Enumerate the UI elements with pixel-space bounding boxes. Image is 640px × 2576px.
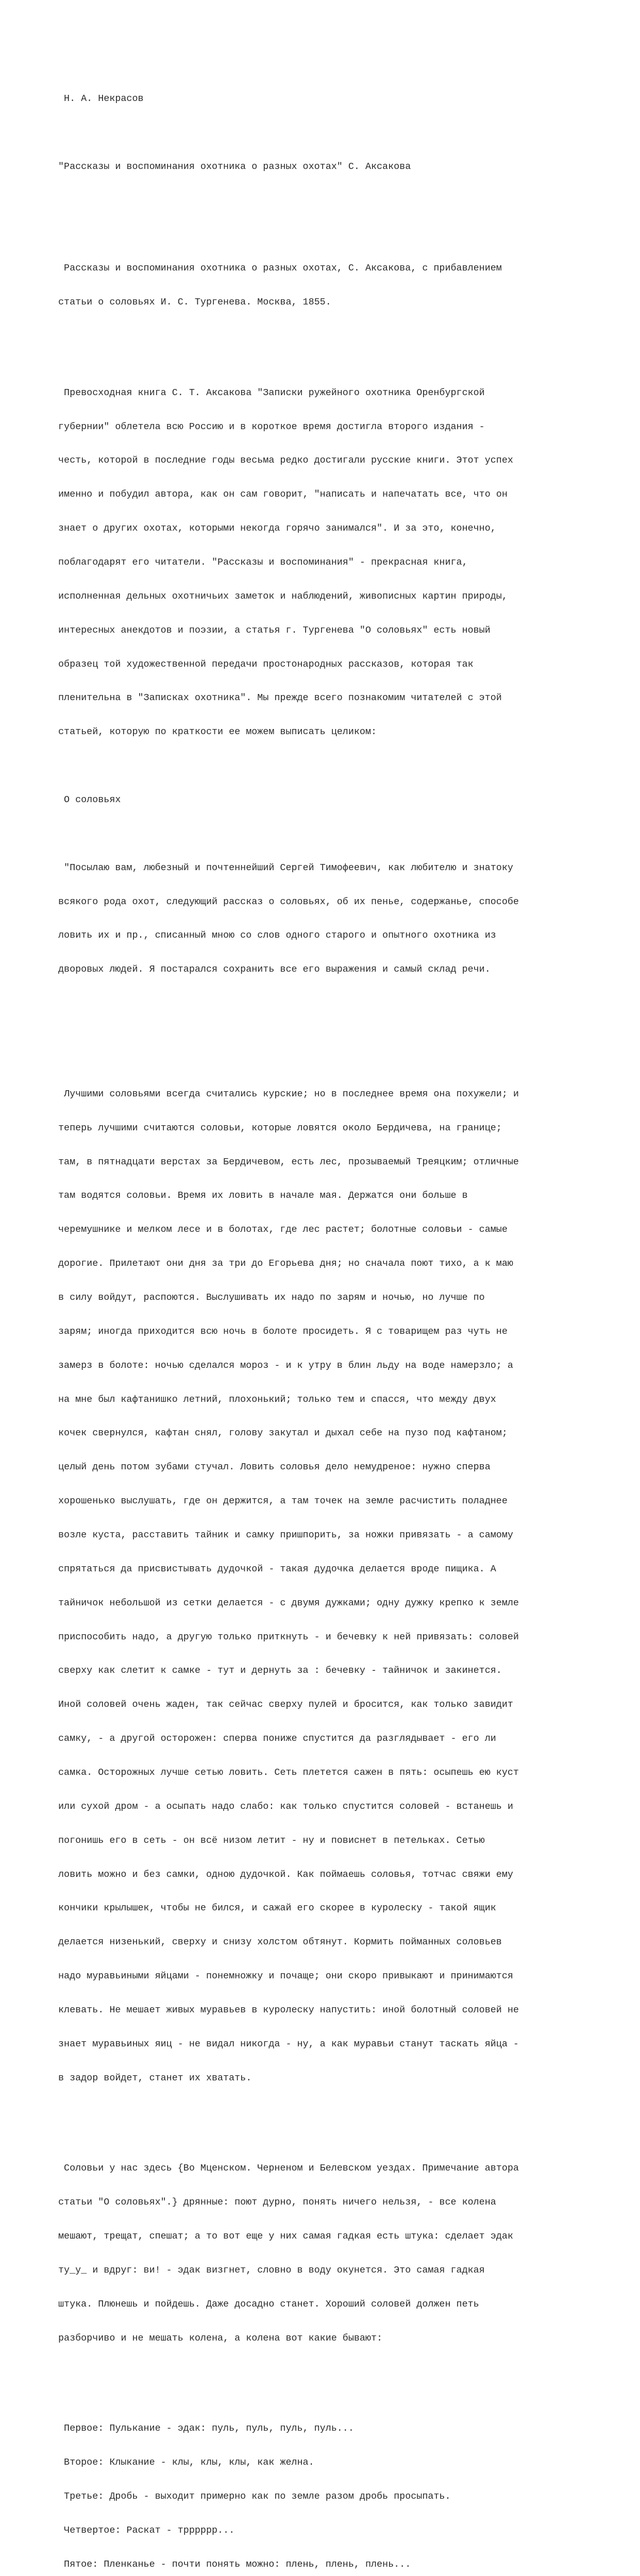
text-line: дорогие. Прилетают они дня за три до Егорьева дня; но сначала поют тихо, а к маю [58,1258,513,1269]
text-line: на мне был кафтанишко летний, плохонький; только тем и спасся, что между двух [58,1394,496,1405]
text-line: поблагодарят его читатели. "Рассказы и воспоминания" - прекрасная книга, [58,556,468,568]
text-line: приспособить надо, а другую только приткнуть - и бечевку к ней привязать: соловей [58,1631,519,1642]
text-line: губернии" облетела всю Россию и в короткое время достигла второго издания - [58,421,485,432]
text-line: статьи о соловьях И. С. Тургенева. Москва, 1855. [58,297,331,308]
text-line: делается низенький, сверху и снизу холстом обтянут. Кормить пойманных соловьев [58,1937,502,1948]
text-line: черемушнике и мелком лесе и в болотах, где лес растет; болотные соловьи - самые [58,1224,508,1235]
text-line: статьей, которую по краткости ее можем выписать целиком: [58,726,377,738]
text-line: в задор войдет, станет их хватать. [58,2072,252,2083]
text-line: честь, которой в последние годы весьма редко достигали русские книги. Этот успех [58,455,513,466]
blank-line [58,127,594,139]
document-title: "Рассказы и воспоминания охотника о разных охотах" С. Аксакова [58,161,411,172]
text-line: там, в пятнадцати верстах за Бердичевом, есть лес, прозываемый Треяцким; отличные [58,1156,519,1167]
section-heading: О соловьях [58,794,121,805]
text-line: разборчиво и не мешать колена, а колена вот какие бывают: [58,2332,383,2344]
text-line: именно и побудил автора, как он сам говорит, "написать и напечатать все, что он [58,489,508,500]
text-line: замерз в болоте: ночью сделался мороз - и к утру в блин льду на воде намерзло; а [58,1360,513,1371]
text-line: самка. Осторожных лучше сетью ловить. Сеть плетется сажен в пять: осыпешь ею куст [58,1767,519,1778]
text-line: тайничок небольшой из сетки делается - с двумя дужками; одну дужку крепко к земле [58,1597,519,1608]
text-line: самку, - а другой осторожен: сперва пониже спустится да разглядывает - его ли [58,1733,496,1744]
text-line: спрятаться да присвистывать дудочкой - такая дудочка делается вроде пищика. А [58,1563,496,1574]
text-line: целый день потом зубами стучал. Ловить соловья дело немудреное: нужно сперва [58,1462,491,1473]
list-item: Третье: Дробь - выходит примерно как по земле разом дробь просыпать. [58,2490,451,2502]
text-line: мешают, трещат, спешат; а то вот еще у них самая гадкая есть штука: сделает эдак [58,2231,513,2242]
text-line: Соловьи у нас здесь {Во Мценском. Черненом и Белевском уездах. Примечание автора [58,2163,519,2174]
text-line: хорошенько выслушать, где он держится, а там точек на земле расчистить поладнее [58,1496,508,1507]
list-item: Второе: Клыкание - клы, клы, клы, как желна. [58,2457,314,2468]
text-line: знает о других охотах, которыми некогда горячо занимался". И за это, конечно, [58,523,496,534]
text-line: всякого рода охот, следующий рассказ о соловьях, об их пенье, содержанье, способе [58,896,519,907]
text-line: там водятся соловьи. Время их ловить в начале мая. Держатся они больше в [58,1190,468,1201]
text-line: возле куста, расставить тайник и самку пришпорить, за ножки привязать - а самому [58,1529,513,1540]
list-item: Первое: Пулькание - эдак: пуль, пуль, пуль, пуль... [58,2423,354,2434]
text-line: "Посылаю вам, любезный и почтеннейший Сергей Тимофеевич, как любителю и знатоку [58,862,513,873]
blank-line [58,1021,594,1032]
knees-paragraph [58,2140,594,2366]
text-line: статьи "О соловьях".} дрянные: поют дурно, понять ничего нельзя, - все колена [58,2197,496,2208]
text-line: исполненная дельных охотничьих заметок и наблюдений, живописных картин природы, [58,590,508,602]
letter-paragraph [58,840,594,998]
text-line: зарям; иногда приходится всю ночь в болоте просидеть. Я с товарищем раз чуть не [58,1326,508,1337]
text-line: знает муравьиных яиц - не видал никогда - ну, а как муравьи станут таскать яйца - [58,2038,519,2049]
intro-paragraph [58,240,594,331]
text-line: Лучшими соловьями всегда считались курские; но в последнее время она похужели; и [58,1088,519,1099]
text-line: Рассказы и воспоминания охотника о разных охотах, С. Аксакова, с прибавлением [58,263,502,274]
author-line: Н. А. Некрасов [58,93,144,104]
knees-list [58,2400,594,2576]
text-line: надо муравьиными яйцами - понемножку и почаще; они скоро привыкают и принимаются [58,1971,513,1982]
text-line: Превосходная книга С. Т. Аксакова "Записки ружейного охотника Оренбургской [58,387,485,398]
text-line: кончики крылышек, чтобы не бился, и сажай его скорее в куролеску - такой ящик [58,1903,496,1914]
text-line: погонишь его в сеть - он всё низом летит - ну и повиснет в петельках. Сетью [58,1835,485,1846]
review-paragraph [58,365,594,760]
text-line: Иной соловей очень жаден, так сейчас сверху пулей и бросится, как только завидит [58,1699,513,1710]
text-line: интересных анекдотов и поэзии, а статья г. Тургенева "О соловьях" есть новый [58,624,491,636]
text-line: теперь лучшими считаются соловьи, которые ловятся около Бердичева, на границе; [58,1122,502,1133]
text-line: клевать. Не мешает живых муравьев в куролеску напустить: иной болотный соловей не [58,2004,519,2015]
text-line: ловить их и пр., списанный мною со слов одного старого и опытного охотника из [58,930,496,941]
main-paragraph [58,1066,594,2107]
text-line: или сухой дром - а осыпать надо слабо: как только спустится соловей - встанешь и [58,1801,513,1812]
text-line: штука. Плюнешь и пойдешь. Даже досадно станет. Хороший соловей должен петь [58,2298,479,2310]
text-line: кочек свернулся, кафтан снял, голову закутал и дыхал себе на пузо под кафтаном; [58,1428,508,1439]
list-item: Четвертое: Раскат - трррррр... [58,2524,235,2536]
document-text [58,71,594,2576]
text-line: ловить можно и без самки, одною дудочкой. Как поймаешь соловья, тотчас свяжи ему [58,1869,513,1880]
list-item: Пятое: Пленканье - почти понять можно: плень, плень, плень... [58,2558,411,2570]
text-line: ту_у_ и вдруг: ви! - эдак визгнет, словно в воду окунется. Это самая гадкая [58,2264,485,2276]
blank-line [58,195,594,206]
text-line: дворовых людей. Я постарался сохранить все его выражения и самый склад речи. [58,964,491,975]
text-line: сверху как слетит к самке - тут и дернуть за : бечевку - тайничок и закинется. [58,1665,502,1676]
text-line: пленительна в "Записках охотника". Мы прежде всего познакомим читателей с этой [58,692,502,704]
text-line: образец той художественной передачи простонародных рассказов, которая так [58,658,474,670]
text-line: в силу войдут, распоются. Выслушивать их надо по зарям и ночью, но лучше по [58,1292,485,1303]
